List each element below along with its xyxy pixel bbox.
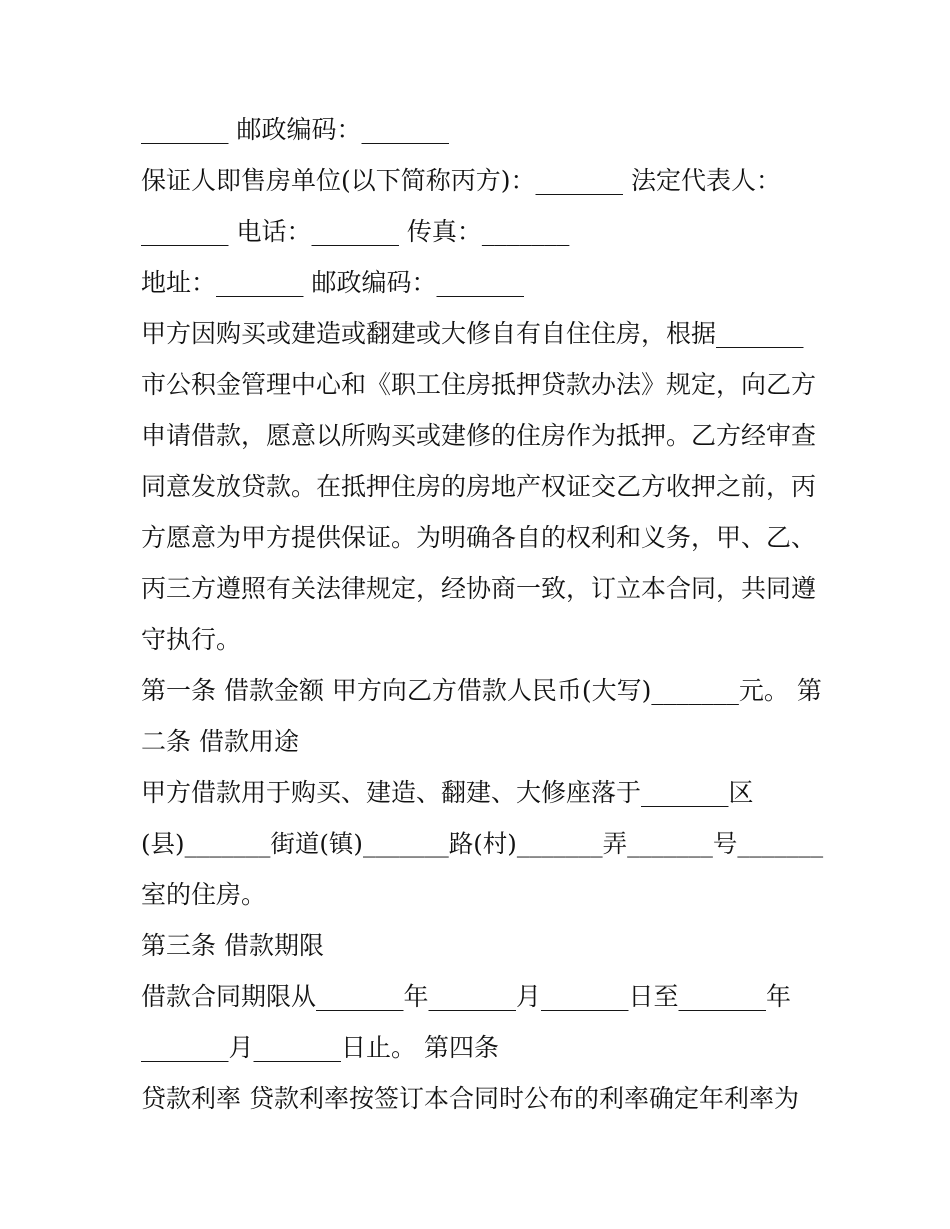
text-line: 申请借款，愿意以所购买或建修的住房作为抵押。乙方经审查: [141, 421, 817, 450]
text-line: 甲方借款用于购买、建造、翻建、大修座落于_______区: [141, 778, 754, 807]
text-line: _______月_______日止。 第四条: [141, 1033, 499, 1062]
text-line: 保证人即售房单位(以下简称丙方)：_______ 法定代表人：: [141, 166, 781, 195]
text-line: _______ 电话：_______ 传真：_______: [141, 217, 570, 246]
text-line: 借款合同期限从_______年_______月_______日至_______年: [141, 982, 792, 1011]
text-line: 第一条 借款金额 甲方向乙方借款人民币(大写)_______元。 第: [141, 676, 822, 705]
text-line: 贷款利率 贷款利率按签订本合同时公布的利率确定年利率为: [141, 1084, 799, 1113]
text-line: _______ 邮政编码：_______: [141, 115, 449, 144]
text-line: (县)_______街道(镇)_______路(村)_______弄_______号_______: [141, 829, 824, 858]
text-line: 地址：_______ 邮政编码：_______: [141, 268, 524, 297]
text-line: 二条 借款用途: [141, 727, 299, 756]
text-line: 方愿意为甲方提供保证。为明确各自的权利和义务，甲、乙、: [141, 523, 817, 552]
text-line: 甲方因购买或建造或翻建或大修自有自住住房，根据_______: [141, 319, 804, 348]
text-line: 丙三方遵照有关法律规定，经协商一致，订立本合同，共同遵: [141, 574, 817, 603]
text-line: 守执行。: [141, 625, 242, 654]
text-line: 室的住房。: [141, 880, 267, 909]
text-line: 同意发放贷款。在抵押住房的房地产权证交乙方收押之前，丙: [141, 472, 817, 501]
text-line: 第三条 借款期限: [141, 931, 324, 960]
text-line: 市公积金管理中心和《职工住房抵押贷款办法》规定，向乙方: [141, 370, 817, 399]
